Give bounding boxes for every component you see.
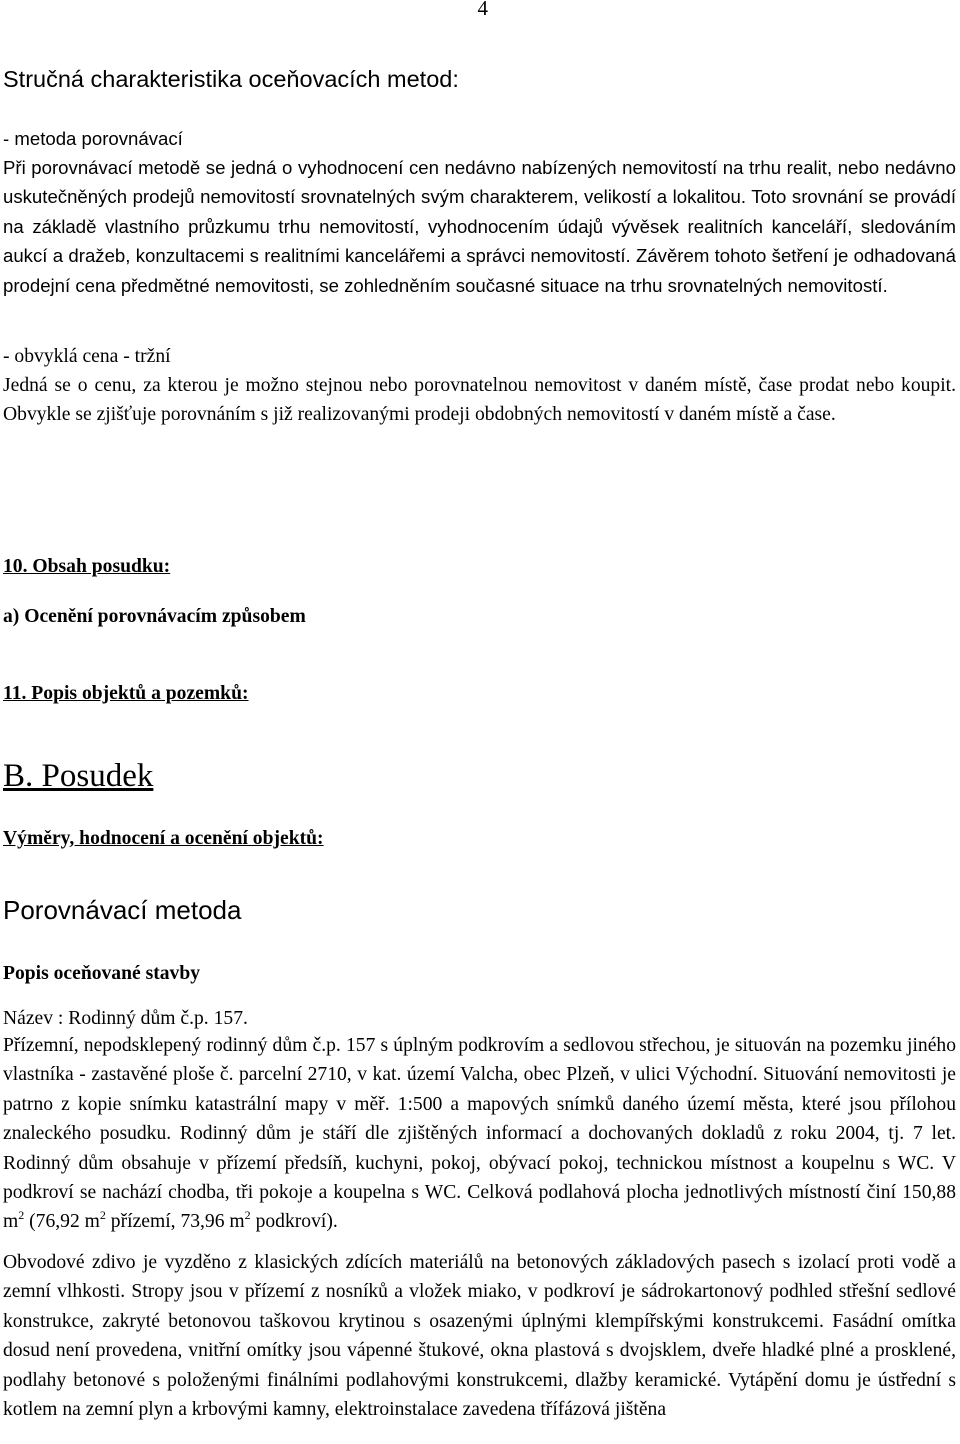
description-text-mid: (76,92 m: [24, 1211, 100, 1233]
description-text-end: podkroví).: [250, 1211, 338, 1233]
market-price-heading: - obvyklá cena - tržní: [3, 346, 171, 367]
section-title: Stručná charakteristika oceňovacích metod:: [3, 66, 459, 92]
section-a-title: a) Ocenění porovnávacím způsobem: [3, 606, 306, 627]
superscript-2: 2: [18, 1208, 25, 1223]
comparative-method-text: Při porovnávací metodě se jedná o vyhodnocení cen nedávno nabízených nemovitostí na trhu realit, nebo nedávno uskutečněných prodejů nemovitostí srovnatelných svým charakterem, velikostí a lokalitou. Toto srovnání se provádí na základě vlastního průzkumu trhu nemovitostí, vyhodnocením údajů vývěsek realitních kanceláří, sledováním aukcí a dražeb, konzultacemi s realitními kancelářemi a správci nemovitostí. Závěrem tohoto šetření je odhadovaná prodejní cena předmětné nemovitosti, se zohledněním současné situace na trhu srovnatelných nemovitostí.: [3, 157, 956, 296]
description-text-mid2: přízemí, 73,96 m: [105, 1211, 245, 1233]
method-title: Porovnávací metoda: [3, 895, 242, 925]
building-description-paragraph-2: Obvodové zdivo je vyzděno z klasických zdících materiálů na betonových základových pasech s izolací proti vodě a zemní vlhkosti. Stropy jsou v přízemí z nosníků a vložek miako, v podkroví je sádrokartonový podhled střešní sedlové konstrukce, zakryté betonovou taškovou krytinou s osazenými úplnými klempířskými konstrukcemi. Fasádní omítka dosud není provedena, vnitřní omítky jsou vápenné štukové, okna plastová s dvojsklem, dveře hladké plné a prosklené, podlahy betonové s položenými finálními podlahovými konstrukcemi, dlažby keramické. Vytápění domu je ústřední s kotlem na zemní plyn a krbovými kamny, elektroinstalace zavedena třífázová jištěna: [3, 1252, 956, 1421]
section-11-title: 11. Popis objektů a pozemků:: [3, 683, 249, 704]
page-number: 4: [477, 0, 488, 20]
market-price-text: Jedná se o cenu, za kterou je možno stejnou nebo porovnatelnou nemovitost v daném místě, čase prodat nebo koupit. Obvykle se zjišťuje porovnáním s již realizovanými prodeji obdobných nemovitostí v daném místě a čase.: [3, 375, 956, 426]
superscript-2: 2: [244, 1208, 251, 1223]
superscript-2: 2: [99, 1208, 106, 1223]
building-name-line: Název : Rodinný dům č.p. 157.: [3, 1008, 248, 1029]
building-description-paragraph-1: [3, 1031, 956, 1237]
section-10-title: 10. Obsah posudku:: [3, 556, 171, 577]
measurements-title: Výměry, hodnocení a ocenění objektů:: [3, 828, 324, 849]
part-b-title: B. Posudek: [3, 758, 154, 794]
building-description-heading: Popis oceňované stavby: [3, 963, 201, 984]
description-text-start: Přízemní, nepodsklepený rodinný dům č.p. 157 s úplným podkrovím a sedlovou střechou, je situován na pozemku jiného vlastníka - zastavěné ploše č. parcelní 2710, v kat. území Valcha, obec Plzeň, v ulici Východní. Situování nemovitosti je patrno z kopie snímku katastrální mapy v měř. 1:500 a mapových snímků daného území města, které jsou přílohou znaleckého posudku. Rodinný dům je stáří dle zjištěných informací a dochovaných dokladů z roku 2004, tj. 7 let. Rodinný dům obsahuje v přízemí předsíň, kuchyni, pokoj, obývací pokoj, technickou místnost a koupelnu s WC. V podkroví se nachází chodba, tři pokoje a koupelna s WC. Celková podlahová plocha jednotlivých místností činí 150,88 m: [3, 1035, 956, 1233]
comparative-method-heading: - metoda porovnávací: [3, 128, 183, 149]
